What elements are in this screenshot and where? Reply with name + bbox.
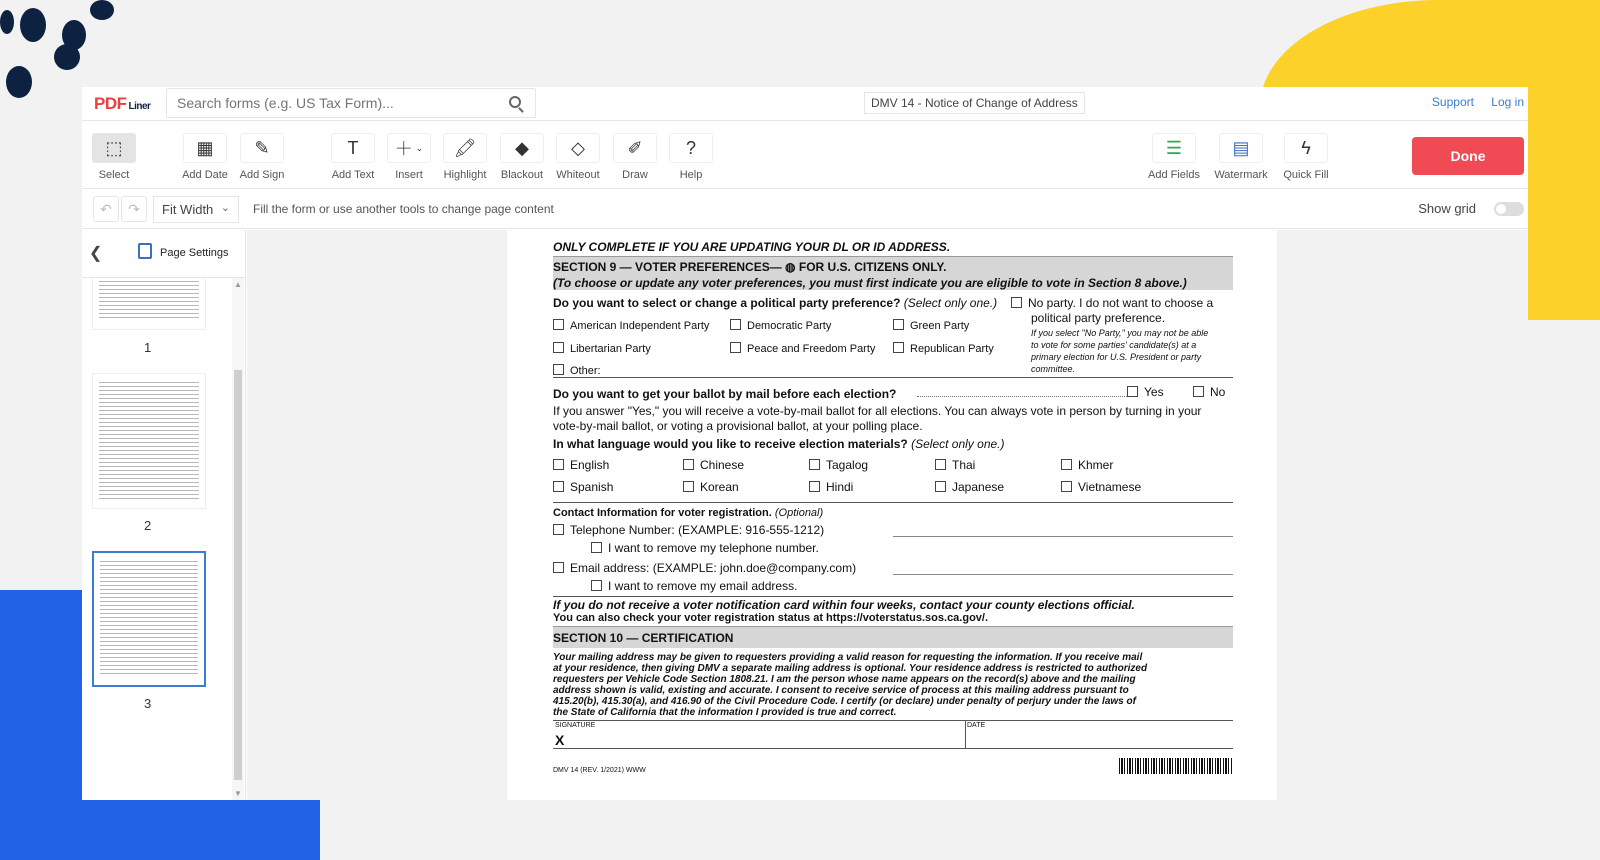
checkbox[interactable] (553, 342, 564, 353)
undo-icon: ↶ (100, 200, 112, 217)
checkbox[interactable] (730, 319, 741, 330)
redo-icon: ↷ (128, 200, 140, 217)
brush-icon: ✐ (627, 137, 643, 158)
checkbox[interactable] (683, 459, 694, 470)
quick-fill-tool[interactable]: ϟ Quick Fill (1278, 133, 1334, 181)
page-number: 3 (144, 696, 152, 711)
search-input[interactable] (167, 89, 487, 117)
email-field[interactable] (893, 574, 1233, 575)
signature-field[interactable]: X (555, 732, 565, 748)
party-option[interactable]: Democratic Party (730, 319, 831, 332)
hint-text: Fill the form or use another tools to change page content (253, 202, 554, 216)
page-thumbnails (82, 278, 232, 800)
chevron-down-icon: ⌄ (415, 142, 424, 153)
checkbox[interactable] (935, 481, 946, 492)
checkbox[interactable] (935, 459, 946, 470)
add-sign-tool[interactable]: ✎ Add Sign (234, 133, 290, 181)
party-option[interactable]: Green Party (893, 319, 969, 332)
voter-status-notice: You can also check your voter registration status at https://voterstatus.sos.ca.gov/. (553, 612, 989, 624)
party-option[interactable]: Republican Party (893, 342, 994, 355)
sub-toolbar (82, 189, 1528, 229)
blackout-tool[interactable]: ◆ Blackout (494, 133, 550, 181)
plus-icon: ＋ (394, 139, 413, 159)
zoom-select[interactable]: Fit Width ⌄ (153, 196, 239, 223)
help-tool[interactable]: ? Help (663, 133, 719, 181)
add-date-tool[interactable]: ▦ Add Date (177, 133, 233, 181)
language-question: In what language would you like to receive election materials? (Select only one.) (553, 437, 1005, 451)
lightning-icon: ϟ (1301, 137, 1311, 158)
section-10-header: SECTION 10 — CERTIFICATION (553, 626, 1233, 648)
form-footer: DMV 14 (REV. 1/2021) WWW (553, 767, 646, 774)
scroll-down-icon[interactable]: ▼ (234, 789, 242, 798)
done-button[interactable]: Done (1412, 137, 1524, 175)
party-option[interactable]: Other: (553, 364, 601, 377)
party-option[interactable]: Libertarian Party (553, 342, 651, 355)
highlight-tool[interactable]: 🖍 Highlight (437, 133, 493, 181)
checkbox[interactable] (1011, 297, 1022, 308)
language-option[interactable]: Spanish (553, 480, 613, 494)
document-title: DMV 14 - Notice of Change of Address (864, 92, 1085, 114)
page-thumbnail[interactable] (92, 278, 206, 330)
checkbox[interactable] (1127, 386, 1138, 397)
page-settings-icon (138, 243, 152, 259)
fields-icon: ☰ (1165, 137, 1183, 158)
party-question: Do you want to select or change a political party preference? (Select only one.) (553, 296, 998, 310)
checkbox[interactable] (893, 319, 904, 330)
no-party-option[interactable]: No party. I do not want to choose a (1011, 296, 1213, 310)
checkbox[interactable] (553, 319, 564, 330)
add-fields-tool[interactable]: ☰ Add Fields (1146, 133, 1202, 181)
undo-button[interactable] (93, 196, 119, 222)
text-icon: T (347, 137, 359, 158)
checkbox[interactable] (553, 524, 564, 535)
select-tool[interactable]: ⬚ Select (86, 133, 142, 181)
checkbox[interactable] (553, 481, 564, 492)
party-option[interactable]: Peace and Freedom Party (730, 342, 875, 355)
globe-icon: ◍ (785, 260, 796, 274)
party-option[interactable]: American Independent Party (553, 319, 709, 332)
section-9-header: SECTION 9 — VOTER PREFERENCES— ◍ FOR U.S. CITIZENS ONLY. (To choose or update any voter preferences, you must first indicate you are eligible to vote in Section 8 above.) (553, 256, 1233, 290)
mail-yes-option[interactable]: Yes (1127, 385, 1164, 399)
watermark-icon: ▤ (1232, 137, 1250, 158)
checkbox[interactable] (553, 562, 564, 573)
checkbox[interactable] (1061, 459, 1072, 470)
search-box (166, 88, 536, 118)
form-instruction: ONLY COMPLETE IF YOU ARE UPDATING YOUR DL OR ID ADDRESS. (553, 240, 951, 254)
chevron-down-icon: ⌄ (220, 202, 230, 214)
page-thumbnail-selected[interactable] (92, 551, 206, 687)
toolbar (82, 121, 1528, 189)
language-option[interactable]: Korean (683, 480, 739, 494)
editor-window (82, 87, 1528, 800)
blackout-icon: ◆ (515, 137, 529, 158)
search-icon[interactable] (509, 96, 521, 108)
page-number: 2 (144, 518, 152, 533)
telephone-option[interactable]: Telephone Number: (EXAMPLE: 916-555-1212) (553, 523, 824, 537)
page-settings-button[interactable]: Page Settings (160, 247, 229, 259)
mail-ballot-question: Do you want to get your ballot by mail before each election? (553, 387, 897, 401)
show-grid-label: Show grid (1418, 201, 1476, 216)
checkbox[interactable] (553, 459, 564, 470)
page-number: 1 (144, 340, 152, 355)
checkbox[interactable] (591, 542, 602, 553)
sidebar-scrollbar[interactable] (232, 278, 244, 800)
watermark-tool[interactable]: ▤ Watermark (1213, 133, 1269, 181)
checkbox[interactable] (1193, 386, 1204, 397)
checkbox[interactable] (553, 364, 564, 375)
language-option[interactable]: Hindi (809, 480, 853, 494)
show-grid-toggle[interactable] (1494, 202, 1524, 216)
scroll-up-icon[interactable]: ▲ (234, 280, 242, 289)
insert-tool[interactable]: ＋ ⌄ Insert (381, 133, 437, 181)
email-option[interactable]: Email address: (EXAMPLE: john.doe@company.com) (553, 561, 856, 575)
pen-icon: ✎ (254, 137, 270, 158)
logo[interactable]: PDF Liner (94, 94, 151, 113)
remove-phone-option[interactable]: I want to remove my telephone number. (591, 541, 819, 555)
page-sidebar (82, 230, 246, 800)
cursor-icon: ⬚ (105, 137, 123, 158)
support-link[interactable]: Support (1431, 95, 1474, 109)
checkbox[interactable] (809, 481, 820, 492)
checkbox[interactable] (1061, 481, 1072, 492)
language-option[interactable]: Thai (935, 458, 975, 472)
checkbox[interactable] (683, 481, 694, 492)
login-link[interactable]: Log in (1491, 95, 1524, 109)
pdf-page: ONLY COMPLETE IF YOU ARE UPDATING YOUR DL OR ID ADDRESS. SECTION 9 — VOTER PREFERENCES— ◍ FOR U.S. CITIZENS ONLY. (To choose or update any voter preferences, you must first indicate you are eligible to vote in Section 8 above.) Do you want to select or change a political party preference? (Select only one.) No party. I do not want to choose a political party preference. If you select "No Party," you may not be able to vote for some parties' candidate(s) at a primary election for U.S. President or party committee. American Independent Party Democratic Party Green Party Libertarian Party Peace and Freedom Party Republican Party Other: Do you want to get your ballot by mail before each election? Yes No If you answer "Yes," you will receive a vote-by-mail ballot for all elections. You can always vote in person by turning in your vote-by-mail ballot, or voting a provisional ballot, at your polling place. In what language would you like to receive election materials? (Select only one.) English Chinese Tagalog Thai Khmer Spanish Korean Hindi Japanese Vietnamese Contact Information for voter registration. (Optional) Telephone Number: (EXAMPLE: 916-555-1212) I want to remove my telephone number. Email address: (EXAMPLE: john.doe@company.com) I want to remove my email address. If you do not receive a voter notification card within four weeks, contact your county elections official. You can also check your voter registration status at https://voterstatus.sos.ca.gov/. SECTION 10 — CERTIFICATION Your mailing address may be given to requesters providing a valid reason for requesting the information. If you receive mail at your residence, then giving DMV a separate mailing address is optional. Your residence address is restricted to authorized requesters per Vehicle Code Section 1808.21. I am the person whose name appears on the record(s) above and the mailing address shown is valid, existing and accurate. I consent to receive service of process at this mailing address pursuant to 415.20(b), 415.30(a), and 416.90 of the Civil Procedure Code. I certify (or declare) under penalty of perjury under the laws of the State of California that the information I provided is true and correct. SIGNATURE X DATE DMV 14 (REV. 1/2021) WWW (507, 230, 1277, 800)
chevron-left-icon[interactable]: ❮ (89, 245, 103, 262)
mail-no-option[interactable]: No (1193, 385, 1225, 399)
language-option[interactable]: Japanese (935, 480, 1004, 494)
add-text-tool[interactable]: T Add Text (325, 133, 381, 181)
language-option[interactable]: Chinese (683, 458, 744, 472)
checkbox[interactable] (730, 342, 741, 353)
header (82, 87, 1528, 121)
remove-email-option[interactable]: I want to remove my email address. (591, 579, 797, 593)
whiteout-tool[interactable]: ◇ Whiteout (550, 133, 606, 181)
draw-tool[interactable]: ✐ Draw (607, 133, 663, 181)
page-thumbnail[interactable] (92, 373, 206, 509)
checkbox[interactable] (591, 580, 602, 591)
document-area (247, 230, 1528, 800)
checkbox[interactable] (809, 459, 820, 470)
highlighter-icon: 🖍 (453, 137, 477, 158)
eraser-icon: ◇ (571, 137, 585, 158)
telephone-field[interactable] (893, 536, 1233, 537)
language-option[interactable]: Tagalog (809, 458, 868, 472)
contact-title: Contact Information for voter registration. (Optional) (553, 507, 824, 519)
calendar-icon: ▦ (196, 137, 214, 158)
language-option[interactable]: English (553, 458, 609, 472)
barcode (1119, 758, 1233, 774)
redo-button[interactable] (121, 196, 147, 222)
question-icon: ? (685, 137, 696, 158)
checkbox[interactable] (893, 342, 904, 353)
decoration-blue-blob (0, 610, 82, 860)
language-option[interactable]: Khmer (1061, 458, 1113, 472)
voter-notice: If you do not receive a voter notification card within four weeks, contact your county elections official. (553, 598, 1135, 612)
language-option[interactable]: Vietnamese (1061, 480, 1141, 494)
